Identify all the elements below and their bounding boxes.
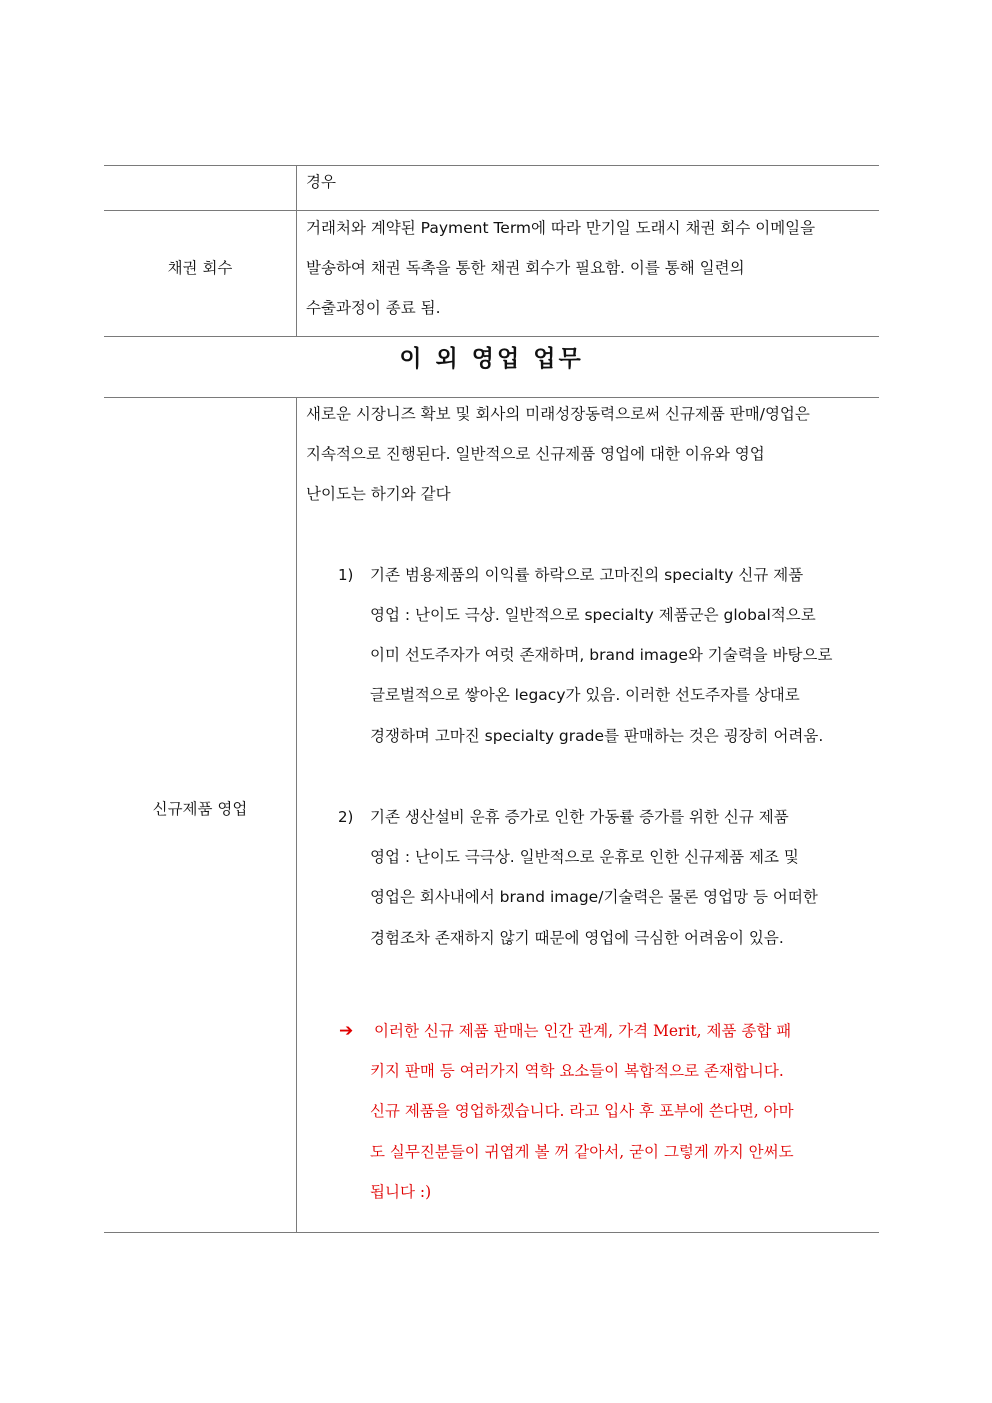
row-bond-line: 수출과정이 종료 됨. bbox=[306, 299, 441, 317]
row-bond-label: 채권 회수 bbox=[167, 259, 233, 277]
note-line: 됩니다 :) bbox=[370, 1183, 432, 1201]
table-row-divider bbox=[104, 336, 879, 337]
list-item-line: 영업 : 난이도 극극상. 일반적으로 운휴로 인한 신규제품 제조 및 bbox=[370, 848, 799, 866]
table-row-divider bbox=[104, 397, 879, 398]
list-item-number: 2) bbox=[338, 808, 354, 826]
note-line: 이러한 신규 제품 판매는 인간 관계, 가격 Merit, 제품 종합 패 bbox=[374, 1022, 792, 1040]
row-new-intro-line: 새로운 시장니즈 확보 및 회사의 미래성장동력으로써 신규제품 판매/영업은 bbox=[306, 405, 810, 423]
table-column-divider bbox=[296, 397, 297, 1232]
row-top-text: 경우 bbox=[306, 173, 336, 191]
row-new-intro-line: 난이도는 하기와 같다 bbox=[306, 485, 451, 503]
row-new-intro-line: 지속적으로 진행된다. 일반적으로 신규제품 영업에 대한 이유와 영업 bbox=[306, 445, 765, 463]
list-item-line: 글로벌적으로 쌓아온 legacy가 있음. 이러한 선도주자를 상대로 bbox=[370, 686, 800, 704]
note-line: 도 실무진분들이 귀엽게 볼 꺼 같아서, 굳이 그렇게 까지 안써도 bbox=[370, 1143, 794, 1161]
list-item-line: 기존 범용제품의 이익률 하락으로 고마진의 specialty 신규 제품 bbox=[370, 566, 804, 584]
section-title: 이 외 영업 업무 bbox=[399, 346, 584, 372]
table-border-bottom bbox=[104, 1232, 879, 1233]
row-bond-line: 발송하여 채권 독촉을 통한 채권 회수가 필요함. 이를 통해 일련의 bbox=[306, 259, 745, 277]
note-line: 신규 제품을 영업하겠습니다. 라고 입사 후 포부에 쓴다면, 아마 bbox=[370, 1102, 794, 1120]
row-bond-line: 거래처와 계약된 Payment Term에 따라 만기일 도래시 채권 회수 이메일을 bbox=[306, 219, 816, 237]
list-item-line: 기존 생산설비 운휴 증가로 인한 가동률 증가를 위한 신규 제품 bbox=[370, 808, 789, 826]
row-new-label: 신규제품 영업 bbox=[152, 800, 248, 818]
list-item-line: 이미 선도주자가 여럿 존재하며, brand image와 기술력을 바탕으로 bbox=[370, 646, 833, 664]
table-column-divider bbox=[296, 165, 297, 336]
list-item-number: 1) bbox=[338, 566, 354, 584]
list-item-line: 경험조차 존재하지 않기 때문에 영업에 극심한 어려움이 있음. bbox=[370, 929, 784, 947]
list-item-line: 영업 : 난이도 극상. 일반적으로 specialty 제품군은 global적으로 bbox=[370, 606, 816, 624]
list-item-line: 영업은 회사내에서 brand image/기술력은 물론 영업망 등 어떠한 bbox=[370, 888, 818, 906]
note-line: 키지 판매 등 여러가지 역학 요소들이 복합적으로 존재합니다. bbox=[370, 1062, 784, 1080]
table-border-top bbox=[104, 165, 879, 166]
arrow-right-icon: ➔ bbox=[339, 1021, 354, 1041]
list-item-line: 경쟁하며 고마진 specialty grade를 판매하는 것은 굉장히 어려움. bbox=[370, 727, 824, 745]
table-row-divider bbox=[104, 210, 879, 211]
